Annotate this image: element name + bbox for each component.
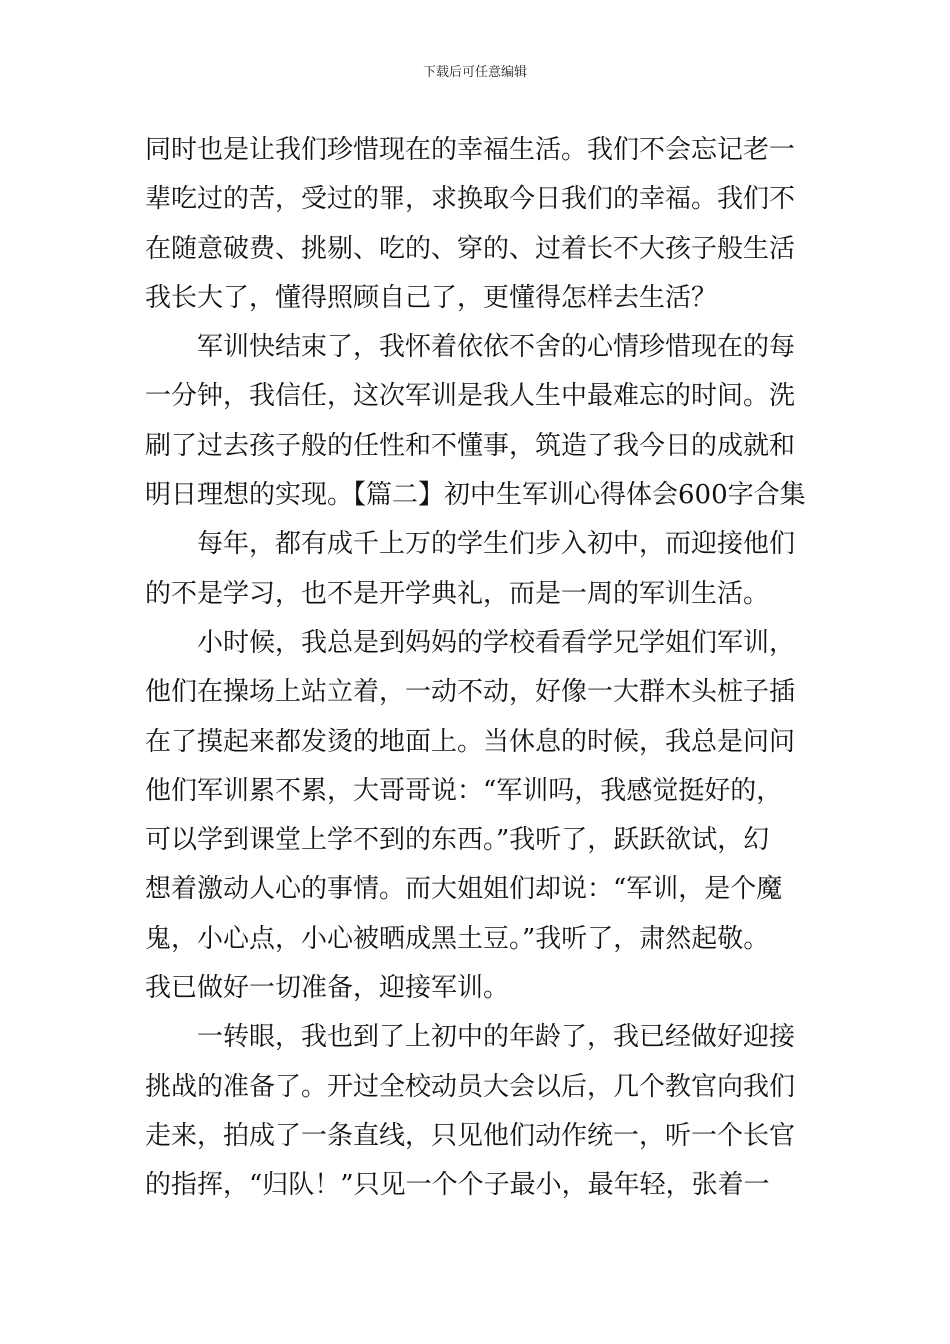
paragraph-first-line: 一转眼，我也到了上初中的年龄了，我已经做好迎接 — [197, 1022, 796, 1053]
text-line: 的指挥，“归队！”只见一个个子最小，最年轻，张着一 — [145, 1170, 770, 1201]
text-line: 同时也是让我们珍惜现在的幸福生活。我们不会忘记老一 — [145, 135, 796, 165]
text-line: 刷了过去孩子般的任性和不懂事，筑造了我今日的成就和 — [145, 430, 796, 461]
text-line: 他们军训累不累，大哥哥说：“军训吗，我感觉挺好的， — [145, 775, 783, 806]
text-line: 他们在操场上站立着，一动不动，好像一大群木头桩子插 — [145, 677, 796, 708]
text-line: 一分钟，我信任，这次军训是我人生中最难忘的时间。洗 — [145, 381, 796, 412]
text-line: 我已做好一切准备，迎接军训。 — [145, 973, 510, 1004]
document-body — [145, 126, 810, 1211]
text-line: 想着激动人心的事情。而大姐姐们却说：“军训，是个魔 — [145, 874, 783, 905]
text-line: 鬼，小心点，小心被晒成黑土豆。”我听了，肃然起敬。 — [145, 923, 770, 954]
paragraph-first-line: 每年，都有成千上万的学生们步入初中，而迎接他们 — [197, 529, 796, 560]
text-line: 走来，拍成了一条直线，只见他们动作统一，听一个长官 — [145, 1120, 796, 1151]
text-line: 在了摸起来都发烫的地面上。当休息的时候，我总是问问 — [145, 726, 796, 757]
text-line: 在随意破费、挑剔、吃的、穿的、过着长不大孩子般生活 — [145, 233, 796, 264]
text-line: 挑战的准备了。开过全校动员大会以后，几个教官向我们 — [145, 1071, 796, 1102]
text-line: 可以学到课堂上学不到的东西。”我听了，跃跃欲试，幻 — [145, 825, 770, 856]
text-line: 的不是学习，也不是开学典礼，而是一周的军训生活。 — [145, 578, 770, 609]
text-line: 明日理想的实现。【篇二】初中生军训心得体会600字合集 — [145, 480, 806, 511]
paragraph-first-line: 军训快结束了，我怀着依依不舍的心情珍惜现在的每 — [197, 332, 796, 363]
text-line: 我长大了，懂得照顾自己了，更懂得怎样去生活？ — [145, 282, 718, 313]
page-header: 下载后可任意编辑 — [422, 65, 527, 80]
paragraph-first-line: 小时候，我总是到妈妈的学校看看学兄学姐们军训， — [197, 627, 796, 658]
text-line: 辈吃过的苦，受过的罪，求换取今日我们的幸福。我们不 — [145, 184, 796, 215]
